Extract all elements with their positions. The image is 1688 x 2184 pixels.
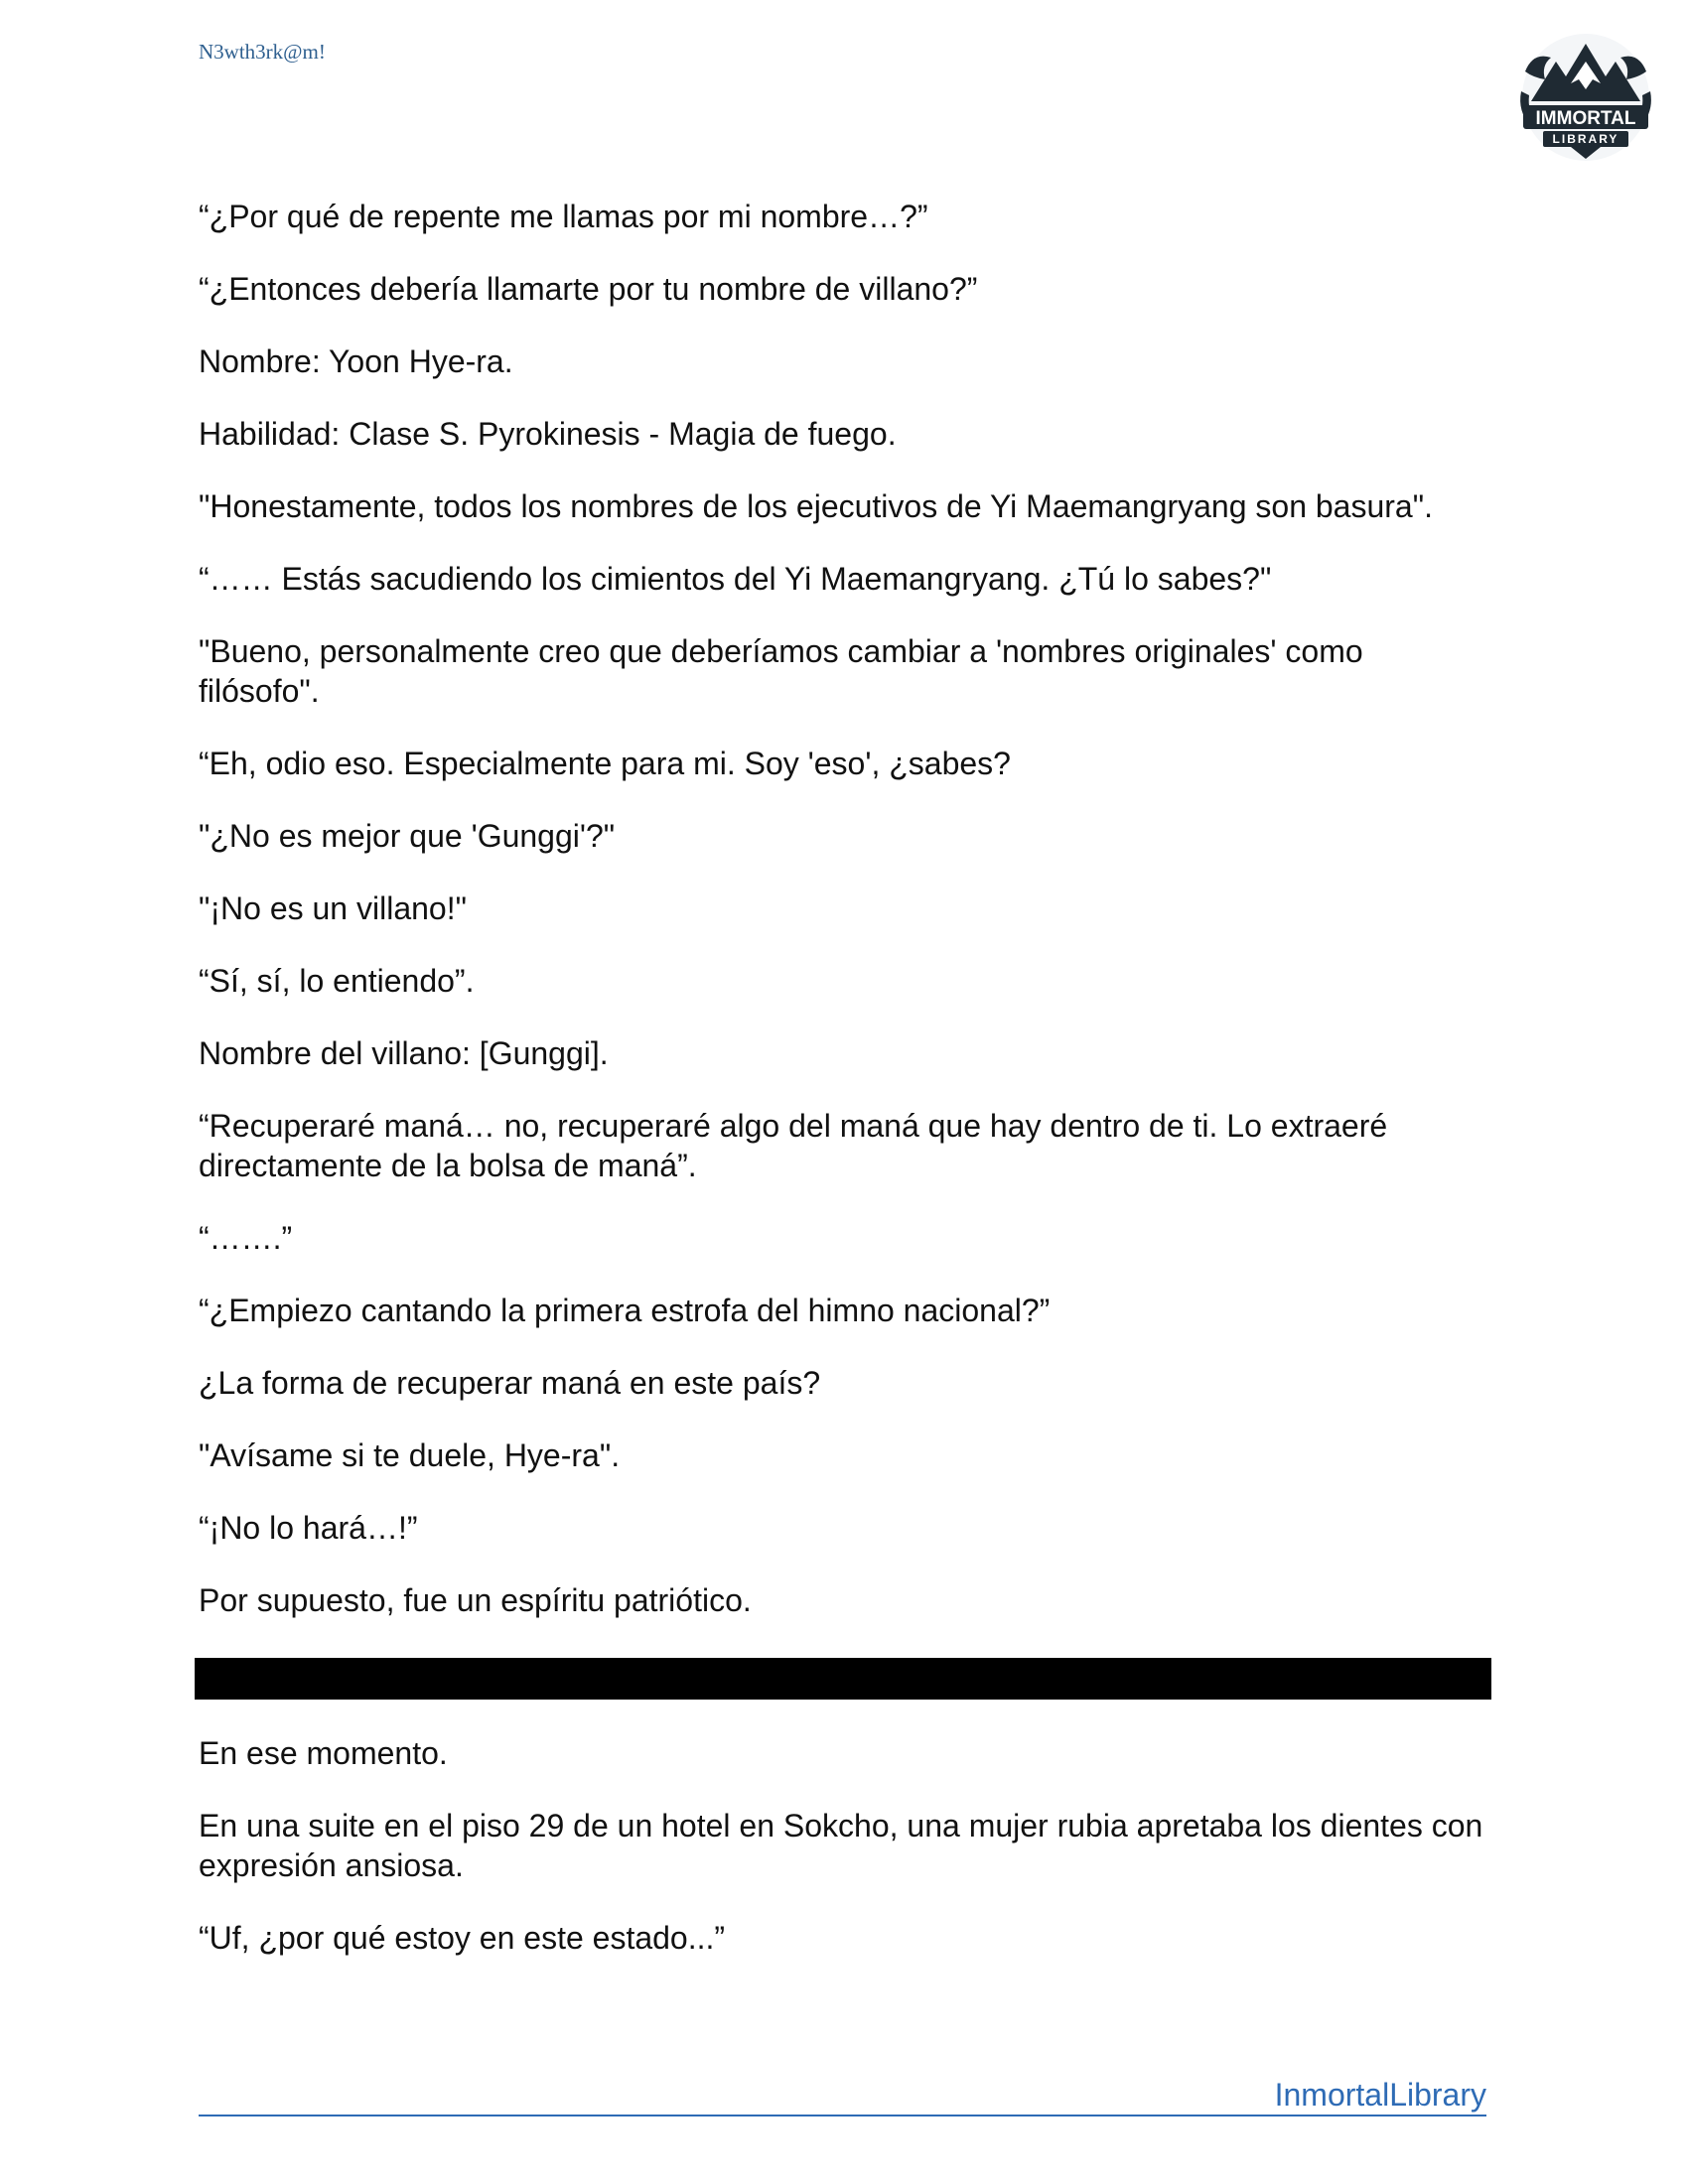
footer-underline	[199, 2115, 1486, 2116]
paragraph: Nombre: Yoon Hye-ra.	[199, 343, 513, 379]
paragraph: “¿Por qué de repente me llamas por mi nombre…?”	[199, 199, 928, 234]
paragraph: "¡No es un villano!"	[199, 890, 467, 926]
header-watermark-text: N3wth3rk@m!	[199, 40, 326, 64]
paragraph: "Bueno, personalmente creo que deberíamos cambiar a 'nombres originales' como filósofo".	[199, 633, 1372, 709]
paragraph: “Recuperaré maná… no, recuperaré algo del maná que hay dentro de ti. Lo extraeré directamente de la bolsa de maná”.	[199, 1108, 1397, 1183]
paragraph: “Sí, sí, lo entiendo”.	[199, 963, 475, 999]
paragraph: En una suite en el piso 29 de un hotel en Sokcho, una mujer rubia apretaba los dientes con expresión ansiosa.	[199, 1808, 1492, 1883]
section-divider-bar	[195, 1658, 1491, 1700]
footer-link-inmortallibrary[interactable]: InmortalLibrary	[1274, 2077, 1486, 2113]
paragraph: “…….”	[199, 1220, 293, 1256]
paragraph: Por supuesto, fue un espíritu patriótico.	[199, 1582, 752, 1618]
paragraph: Habilidad: Clase S. Pyrokinesis - Magia de fuego.	[199, 416, 897, 452]
paragraph: “¡No lo hará…!”	[199, 1510, 418, 1546]
document-body-continued	[199, 1733, 1492, 1990]
paragraph: "Honestamente, todos los nombres de los ejecutivos de Yi Maemangryang son basura".	[199, 488, 1433, 524]
paragraph: Nombre del villano: [Gunggi].	[199, 1035, 609, 1071]
document-body	[199, 197, 1489, 1653]
paragraph: “¿Empiezo cantando la primera estrofa del himno nacional?”	[199, 1293, 1051, 1328]
logo-text-line2: LIBRARY	[1552, 132, 1619, 146]
paragraph: “¿Entonces debería llamarte por tu nombre de villano?”	[199, 271, 978, 307]
paragraph: ¿La forma de recuperar maná en este país?	[199, 1365, 821, 1401]
immortal-library-logo	[1511, 32, 1660, 163]
paragraph: "¿No es mejor que 'Gunggi'?"	[199, 818, 616, 854]
paragraph: En ese momento.	[199, 1735, 448, 1771]
logo-text-line1: IMMORTAL	[1535, 108, 1636, 129]
paragraph: “Eh, odio eso. Especialmente para mi. Soy 'eso', ¿sabes?	[199, 746, 1011, 781]
paragraph: "Avísame si te duele, Hye-ra".	[199, 1437, 621, 1473]
paragraph: “Uf, ¿por qué estoy en este estado...”	[199, 1920, 726, 1956]
paragraph: “…… Estás sacudiendo los cimientos del Yi Maemangryang. ¿Tú lo sabes?"	[199, 561, 1272, 597]
